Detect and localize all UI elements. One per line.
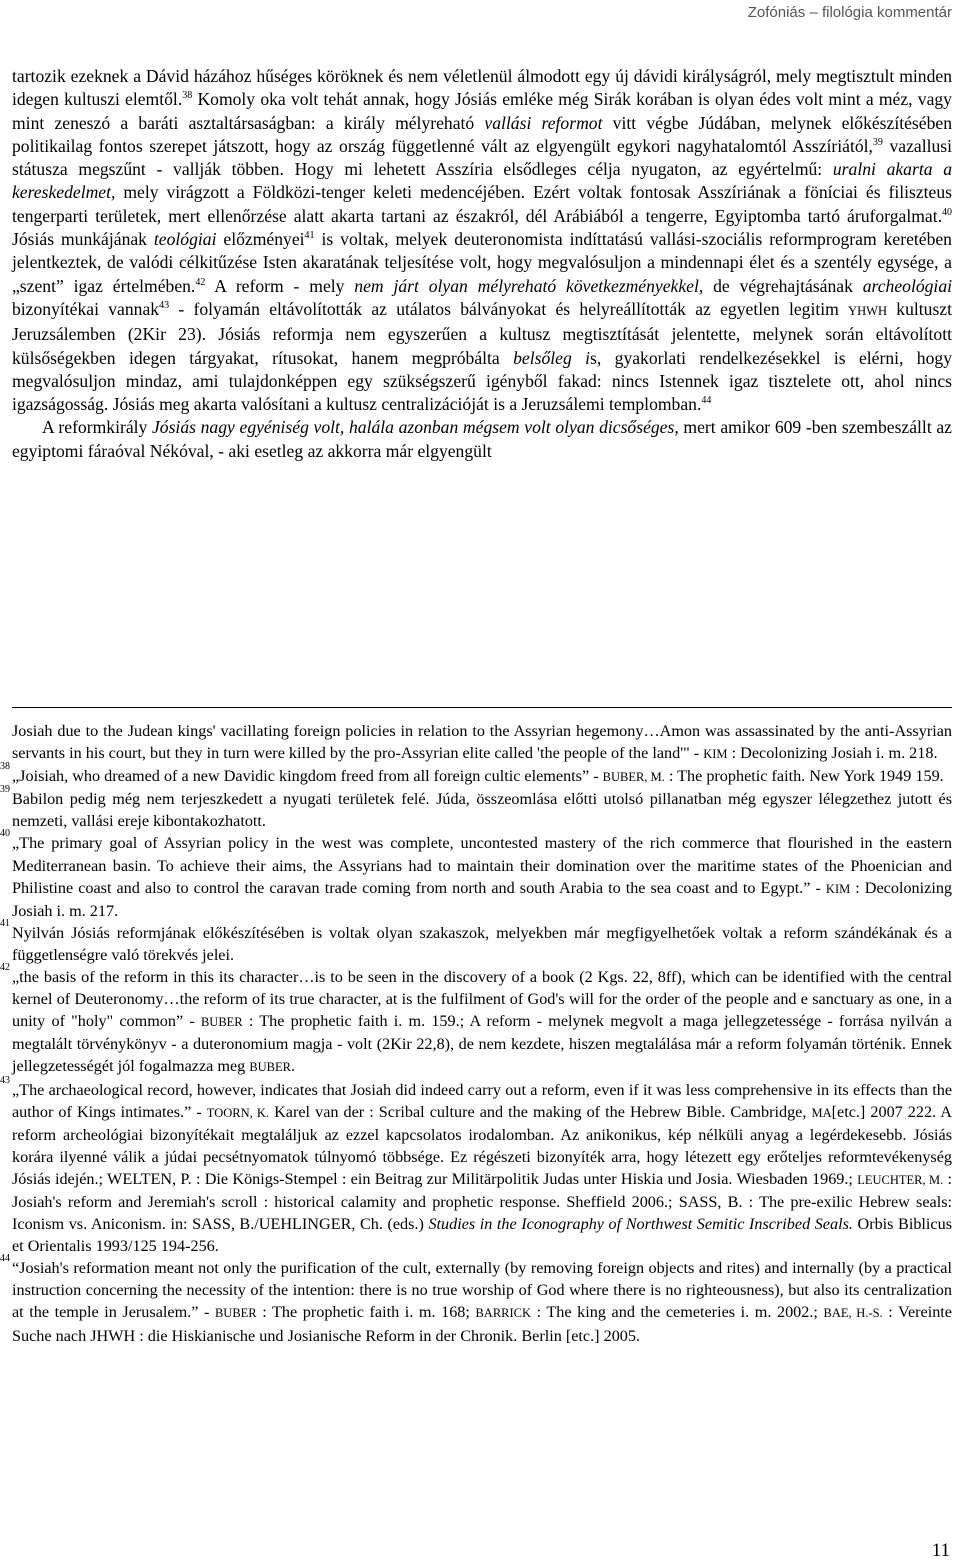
footnote-number: 44 — [0, 1253, 10, 1265]
footnote-ref-39[interactable]: 39 — [872, 136, 883, 148]
footnote-42: 42 „the basis of the reform in this its character…is to be seen in the discovery of a book (2 Kgs. 22, 8ff), which can be identified with the central kernel of Deuteronomy…the reform of its true character, at is the fulfilment of God's will for the order of the people and e sanctuary as one, in a unity of "holy" common” - BUBER : The prophetic faith i. m. 159.; A reform - melynek megvolt a maga jellegzetessége - forrása nyilván a megtalált törvénykönyv - a duteronomium magja - volt (2Kir 22,8), de nem kezdete, hiszen megtalálása már a reform folyamán történik. Ennek jellegzetességét jól fogalmazza meg BUBER. — [0, 962, 952, 1076]
footnote-44: 44 “Josiah's reformation meant not only the purification of the cult, externally (by removing foreign objects and rites) and internally (by a practical instruction concerning the necessity of the intention: there is no true worship of God where there is no righteousness), but also its centralization at the temple in Jerusalem.” - BUBER : The prophetic faith i. m. 168; BARRICK : The king and the cemeteries i. m. 2002.; BAE, H.-S. : Vereinte Suche nach JHWH : die Hiskianische und Josianische Reform in der Chronik. Berlin [etc.] 2005. — [0, 1253, 952, 1345]
footnote-ref-38[interactable]: 38 — [182, 90, 193, 102]
footnotes — [0, 720, 953, 1347]
footnote-ref-43[interactable]: 43 — [159, 299, 170, 311]
footnote-number: 39 — [0, 784, 10, 796]
page-number: 11 — [931, 1540, 950, 1561]
footnote-number: 43 — [0, 1074, 10, 1086]
running-head: Zofóniás – filológia kommentár — [747, 4, 952, 21]
footnote-ref-41[interactable]: 41 — [304, 230, 315, 242]
footnote-ref-44[interactable]: 44 — [701, 395, 712, 407]
footnote-number: 41 — [0, 917, 10, 929]
footnote-43: 43 „The archaeological record, however, indicates that Josiah did indeed carry out a reform, even if it was less comprehensive in its effects than the author of Kings intimates.” - TOORN, K. Karel van der : Scribal culture and the making of the Hebrew Bible. Cambridge, MA[etc.] 2007 222. A reform archeológiai bizonyítékait megtaláljuk az ezzel kapcsolatos irodalomban. Az anikonikus, kép nélküli anyag a legérdekesebb. Jósiás korára ilyenné válik a júdai pecsétnyomatok túlnyomó többsége. Ez régészeti bizonyíték arra, hogy létezett egy erőteljes reformtevékenység Jósiás idején.; WELTEN, P. : Die Königs-Stempel : ein Beitrag zur Militärpolitik Judas unter Hiskia und Josia. Wiesbaden 1969.; LEUCHTER, M. : Josiah's reform and Jeremiah's scroll : historical calamity and prophetic response. Sheffield 2006.; SASS, B. : The pre-exilic Hebrew seals: Iconism vs. Aniconism. in: SASS, B./UEHLINGER, Ch. (eds.) Studies in the Iconography of Northwest Semitic Inscribed Seals. Orbis Biblicus et Orientalis 1993/125 194-256. — [0, 1074, 953, 1256]
footnote-number: 40 — [0, 828, 10, 840]
footnote-39: 39 Babilon pedig még nem terjeszkedett a nyugati területek felé. Júda, összeomlása előtti utolsó pillanatban még egyszer lélegzethez jutott és nemzeti, vallási ereje kibontakozhatott. — [0, 784, 952, 831]
footnote-continued: Josiah due to the Judean kings' vacillating foreign policies in relation to the Assyrian hegemony…Amon was assassinated by the anti-Assyrian servants in his court, but they in turn were killed by the pro-Assyrian elite called 'the people of the land'" - KIM : Decolonizing Josiah i. m. 218. — [12, 722, 952, 763]
footnote-number: 42 — [0, 962, 10, 974]
footnote-41: 41 Nyilván Jósiás reformjának előkészítésében is voltak olyan szakaszok, melyekben már megfigyelhetőek voltak a reform szándékának és a függetlenségre való törekvés jelei. — [0, 917, 952, 964]
paragraph: tartozik ezeknek a Dávid házához hűséges köröknek és nem véletlenül álmodott egy új dávidi királyságról, mely megtisztult minden idegen kultuszi elemtől.$^{38}$ Komoly oka volt tehát annak, hogy Jósiás emléke még Sirák korában is olyan édes volt mint a méz, vagy mint zeneszó a baráti asztaltársaságban: a király mélyreható vallási reformot vitt végbe Júdában, melynek előkészítésében politikailag fontos szerepet játszott, hogy az ország függetlenné vált az elgyengült egykori nagyhatalomtól Asszíriától,$^{39}$ vazallusi státusza megszűnt - vallják többen. Hogy mi lehetett Asszíria elsődleges célja nyugaton, az egyértelmű: uralni akarta a kereskedelmet, mely virágzott a Földközi-tenger keleti medencéjében. Ezért voltak fontosak Asszíriának a föníciai és filiszteus tengerparti területek, mert ellenőrzése alatt akarta tartani az északról, dél Arábiából a tengerre, Egyiptomba tartó áruforgalmat.$^{40}$ Jósiás munkájának teológiai előzményei$^{41}$ is voltak, melyek deuteronomista indíttatású vallási-szociális reformprogram keretében jelentkeztek, de valódi célkitűzése Isten akaratának teljesítése volt, hogy megvalósuljon a mindennapi élet és a szentély egysége, a „szent” igaz értelmében.$^{42}$ A reform - mely nem járt olyan mélyreható következményekkel, de végrehajtásának archeológiai bizonyítékai vannak$^{43}$ - folyamán eltávolították az utálatos bálványokat és helyreállították az egyetlen legitim YHWH kultuszt Jeruzsálemben (2Kir 23). Jósiás reformja nem egyszerűen a kultusz megtisztítását jelentette, melynek során eltávolított külsőségekben idegen tárgyakat, rítusokat, hanem megpróbálta belsőleg is, gyakorlati rendelkezésekkel is elérni, hogy megvalósuljon mindaz, ami tulajdonképpen egy szükségszerű igényből fakad: nincs Istennek igaz tisztelete ott, ahol nincs igazságosság. Jósiás meg akarta valósítani a kultusz centralizációját is a Jeruzsálemi templomban.$^{44}$ — [12, 66, 953, 415]
footnote-ref-40[interactable]: 40 — [942, 206, 952, 218]
footnote-40: 40 „The primary goal of Assyrian policy in the west was complete, uncontested mastery of the rich commerce that flourished in the eastern Mediterranean basin. To achieve their aims, the Assyrians had to maintain their domination over the maritime states of the Phoenician and Philistine coast and also to control the caravan trade coming from north and south Arabia to the sea coast and to Egypt.” - KIM : Decolonizing Josiah i. m. 217. — [0, 828, 953, 920]
footnote-ref-42[interactable]: 42 — [195, 276, 206, 288]
footnote-number: 38 — [0, 761, 10, 773]
footnote-divider — [12, 707, 952, 708]
main-text — [12, 65, 952, 463]
paragraph: A reformkirály Jósiás nagy egyéniség volt, halála azonban mégsem volt olyan dicsőséges, mert amikor 609 -ben szembeszállt az egyiptomi fáraóval Nékóval, - aki esetleg az akkorra már elgyengült — [12, 417, 952, 461]
footnote-38: 38 „Joisiah, who dreamed of a new Davidic kingdom freed from all foreign cultic elements” - BUBER, M. : The prophetic faith. New York 1949 159. — [0, 761, 944, 786]
